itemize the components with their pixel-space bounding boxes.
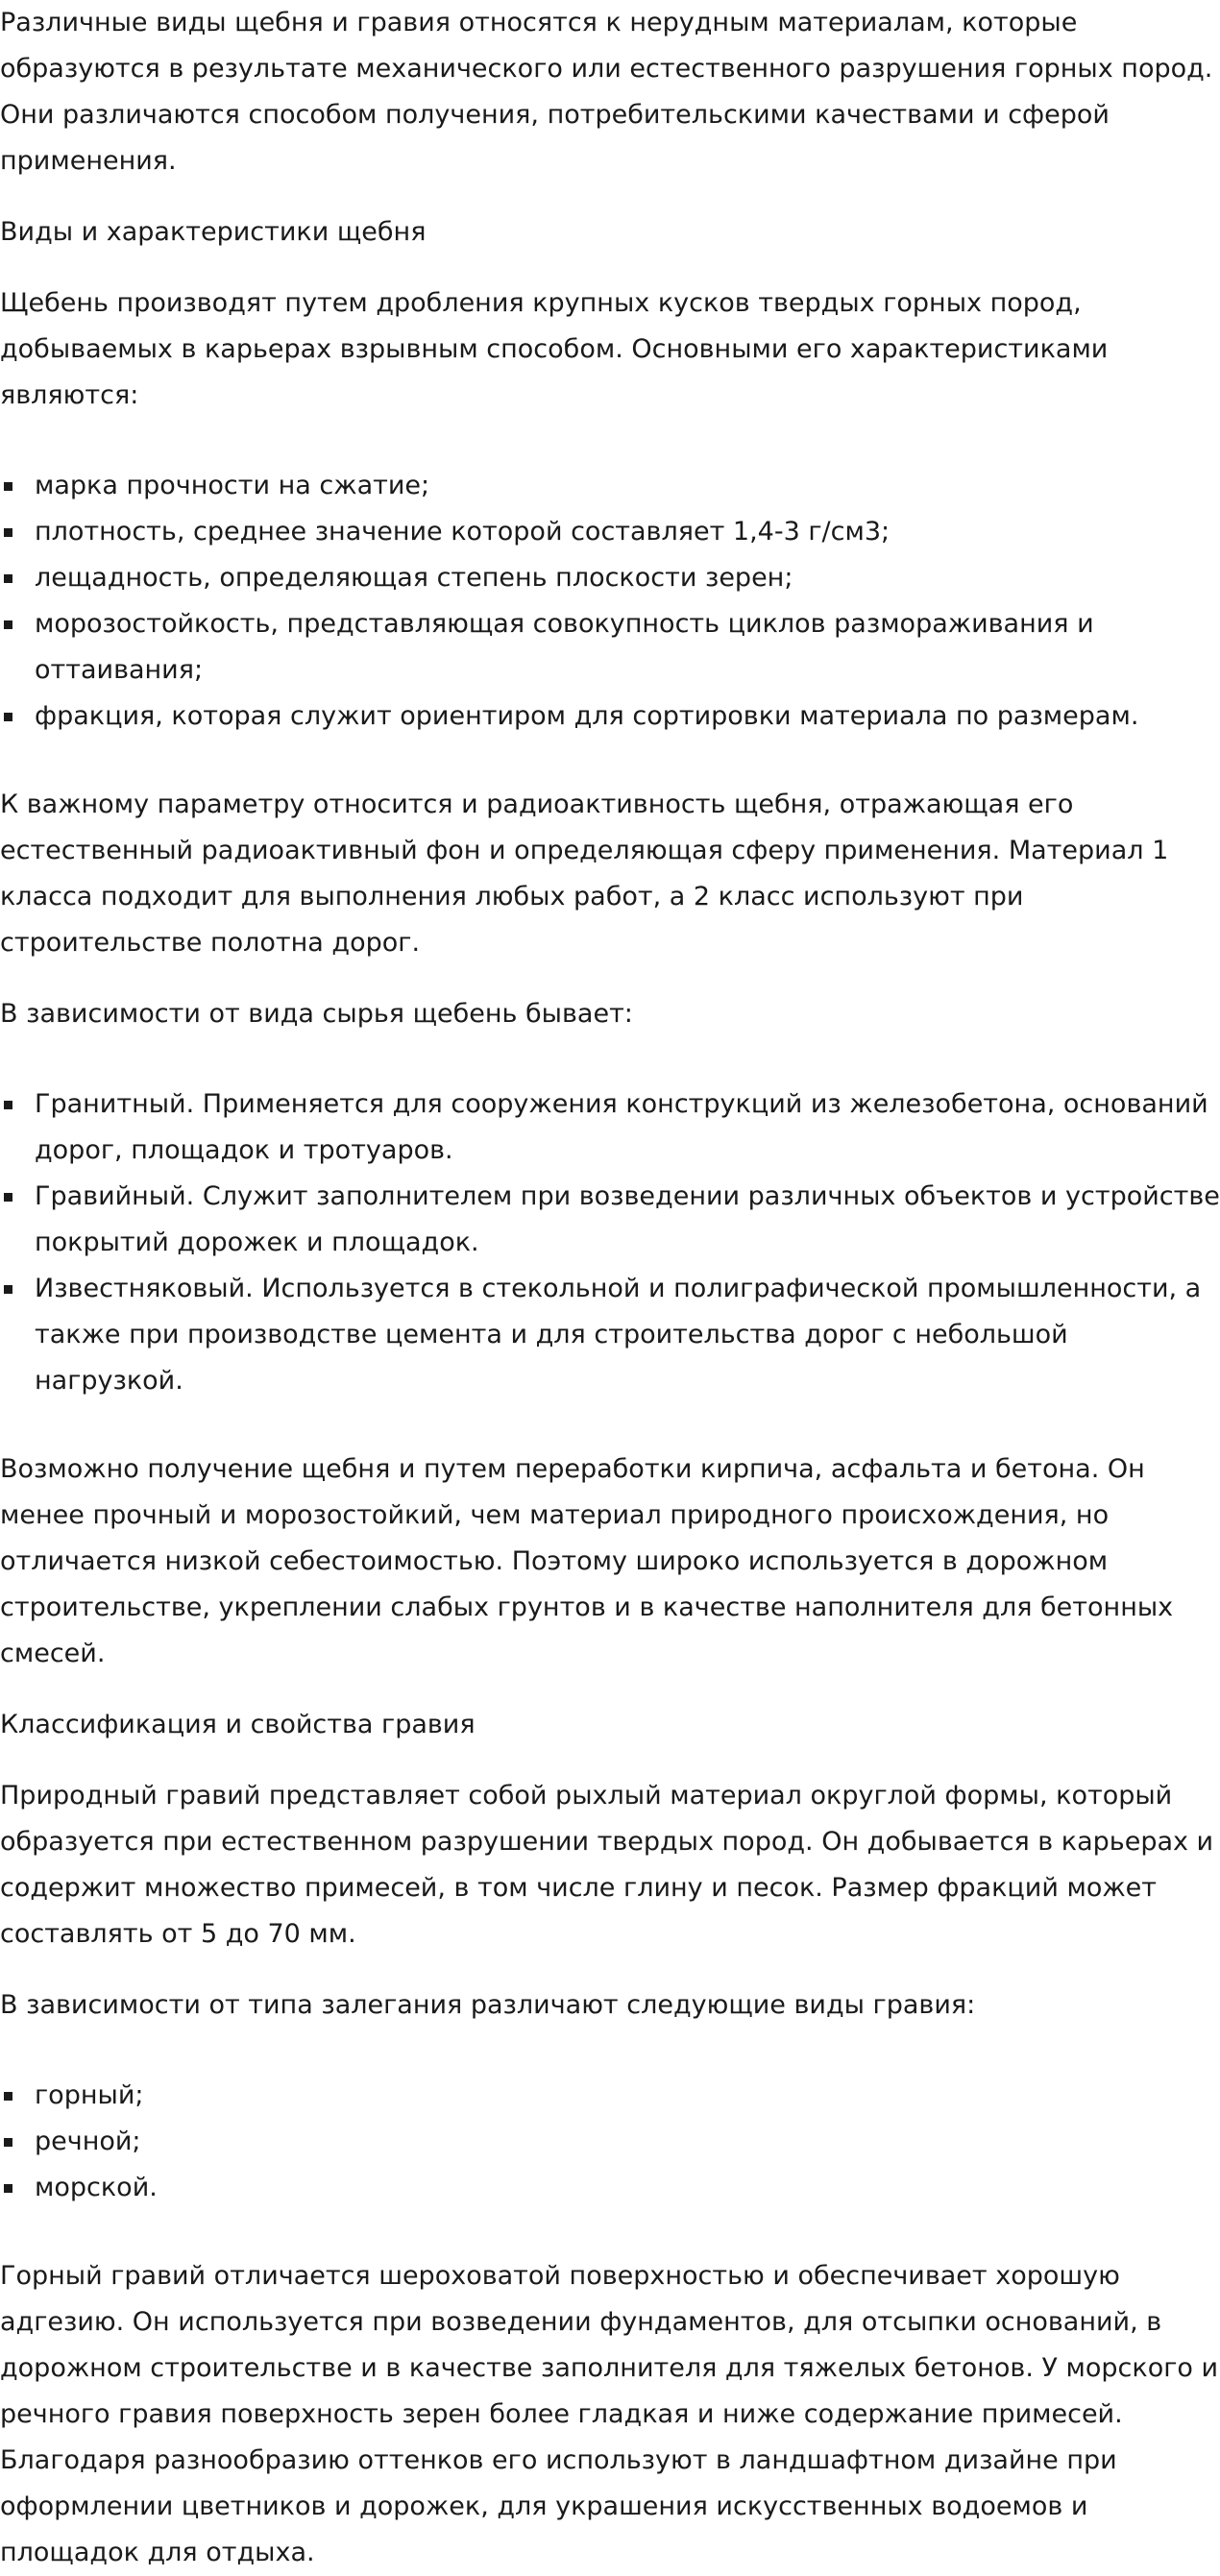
list-item-text: Гравийный. Служит заполнителем при возведении различных объектов и устройстве покрытий дорожек и площадок. (35, 1181, 1220, 1257)
paragraph: Щебень производят путем дробления крупных кусков твердых горных пород, добываемых в карьерах взрывным способом. Основными его характеристиками являются: (0, 288, 1109, 410)
paragraph: Природный гравий представляет собой рыхлый материал округлой формы, который образуется при естественном разрушении твердых пород. Он добывается в карьерах и содержит множество примесей, в том числе глину и песок. Размер фракций может составлять от 5 до 70 мм. (0, 1781, 1214, 1949)
list-item-text: горный; (35, 2080, 144, 2110)
list-item (0, 463, 1220, 509)
square-bullet-icon (4, 2092, 12, 2101)
list-item-text: фракция, которая служит ориентиром для сортировки материала по размерам. (35, 701, 1139, 731)
square-bullet-icon (4, 2138, 12, 2147)
square-bullet-icon (4, 528, 12, 537)
section-heading-gravel: Классификация и свойства гравия (0, 1710, 476, 1739)
list-item-text: лещадность, определяющая степень плоскости зерен; (35, 563, 793, 593)
paragraph: К важному параметру относится и радиоактивность щебня, отражающая его естественный радиоактивный фон и определяющая сферу применения. Материал 1 класса подходит для выполнения любых работ, а 2 класс используют при строительстве полотна дорог. (0, 790, 1169, 958)
list-item (0, 555, 1220, 601)
list-item-text: морской. (35, 2173, 158, 2202)
square-bullet-icon (4, 1101, 12, 1109)
list-item-text: плотность, среднее значение которой составляет 1,4-3 г/см3; (35, 517, 891, 547)
characteristics-list (0, 463, 1220, 740)
section-heading-crushed-stone: Виды и характеристики щебня (0, 217, 427, 247)
list-item (0, 509, 1220, 555)
intro-paragraph: Различные виды щебня и гравия относятся к нерудным материалам, которые образуются в результате механического или естественного разрушения горных пород. Они различаются способом получения, потребительскими качествами и сферой применения. (0, 8, 1213, 176)
paragraph: Возможно получение щебня и путем переработки кирпича, асфальта и бетона. Он менее прочный и морозостойкий, чем материал природного происхождения, но отличается низкой себестоимостью. Поэтому широко используется в дорожном строительстве, укреплении слабых грунтов и в качестве наполнителя для бетонных смесей. (0, 1454, 1174, 1668)
list-item (0, 1081, 1220, 1174)
square-bullet-icon (4, 713, 12, 721)
square-bullet-icon (4, 482, 12, 491)
list-item-text: морозостойкость, представляющая совокупность циклов размораживания и оттаивания; (35, 609, 1094, 685)
list-item (0, 2073, 1220, 2119)
list-item-text: марка прочности на сжатие; (35, 471, 430, 500)
raw-material-list (0, 1081, 1220, 1404)
list-item (0, 1174, 1220, 1266)
paragraph: В зависимости от вида сырья щебень бывает: (0, 999, 633, 1029)
list-item (0, 2119, 1220, 2165)
paragraph: Горный гравий отличается шероховатой поверхностью и обеспечивает хорошую адгезию. Он используется при возведении фундаментов, для отсыпки оснований, в дорожном строительстве и в качестве заполнителя для тяжелых бетонов. У морского и речного гравия поверхность зерен более гладкая и ниже содержание примесей. Благодаря разнообразию оттенков его используют в ландшафтном дизайне при оформлении цветников и дорожек, для украшения искусственных водоемов и площадок для отдыха. (0, 2261, 1219, 2567)
list-item (0, 1266, 1220, 1404)
square-bullet-icon (4, 620, 12, 629)
square-bullet-icon (4, 1285, 12, 1294)
square-bullet-icon (4, 1193, 12, 1202)
list-item-text: речной; (35, 2126, 141, 2156)
square-bullet-icon (4, 2184, 12, 2193)
list-item (0, 601, 1220, 693)
square-bullet-icon (4, 574, 12, 583)
gravel-types-list (0, 2073, 1220, 2211)
paragraph: В зависимости от типа залегания различают следующие виды гравия: (0, 1990, 976, 2020)
list-item (0, 2165, 1220, 2211)
list-item-text: Гранитный. Применяется для сооружения конструкций из железобетона, оснований дорог, площадок и тротуаров. (35, 1089, 1208, 1165)
list-item-text: Известняковый. Используется в стекольной и полиграфической промышленности, а также при производстве цемента и для строительства дорог с небольшой нагрузкой. (35, 1274, 1202, 1396)
list-item (0, 693, 1220, 740)
